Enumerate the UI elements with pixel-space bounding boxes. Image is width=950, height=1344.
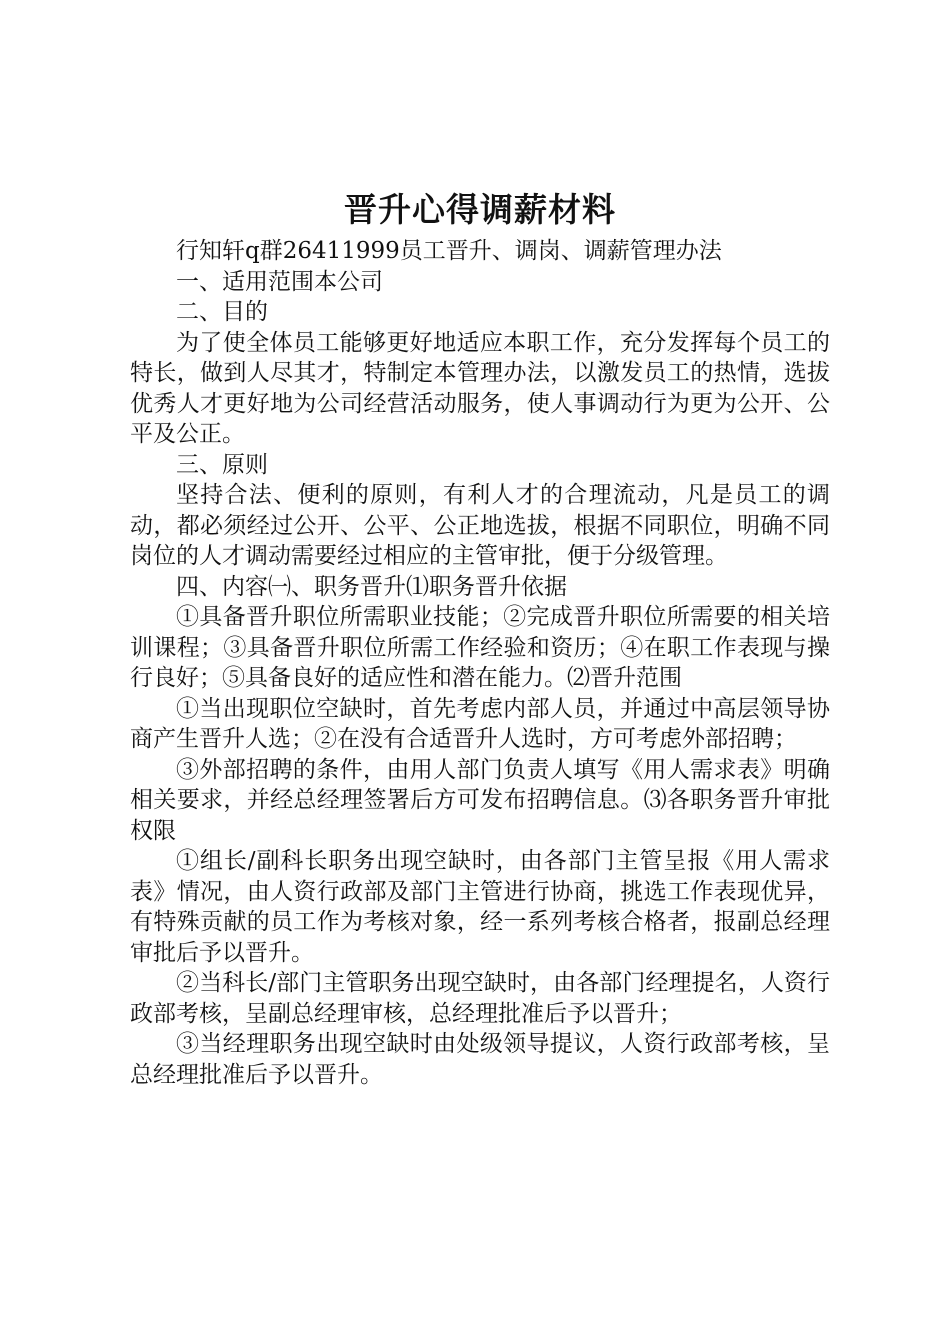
paragraph-content-heading: 四、内容㈠、职务晋升⑴职务晋升依据	[176, 573, 567, 600]
paragraph-principle-body: 坚持合法、便利的原则，有利人才的合理流动，凡是员工的调动，都必须经过公开、公平、公正地选拔，根据不同职位，明确不同岗位的人才调动需要经过相应的主管审批，便于分级管理。	[130, 482, 830, 569]
document-title: 晋升心得调薪材料	[344, 190, 616, 229]
paragraph-approval-manager: ③当经理职务出现空缺时由处级领导提议，人资行政部考核，呈总经理批准后予以晋升。	[130, 1031, 830, 1088]
paragraph-approval-team-lead: ①组长/副科长职务出现空缺时，由各部门主管呈报《用人需求表》情况，由人资行政部及部门主管进行协商，挑选工作表现优异，有特殊贡献的员工作为考核对象，经一系列考核合格者，报副总经理审批后予以晋升。	[130, 848, 830, 966]
paragraph-principle-heading: 三、原则	[176, 451, 268, 478]
paragraph-intro: 行知轩q群26411999员工晋升、调岗、调薪管理办法	[176, 238, 722, 264]
paragraph-promotion-basis: ①具备晋升职位所需职业技能；②完成晋升职位所需要的相关培训课程；③具备晋升职位所需工作经验和资历；④在职工作表现与操行良好；⑤具备良好的适应性和潜在能力。⑵晋升范围	[130, 604, 830, 691]
paragraph-purpose-body: 为了使全体员工能够更好地适应本职工作，充分发挥每个员工的特长，做到人尽其才，特制定本管理办法，以激发员工的热情，选拔优秀人才更好地为公司经营活动服务，使人事调动行为更为公开、公平及公正。	[130, 329, 830, 447]
document-page	[130, 190, 830, 1090]
paragraph-external-recruitment: ③外部招聘的条件，由用人部门负责人填写《用人需求表》明确相关要求，并经总经理签署后方可发布招聘信息。⑶各职务晋升审批权限	[130, 756, 830, 844]
paragraph-scope: 一、适用范围本公司	[176, 268, 383, 295]
paragraph-purpose-heading: 二、目的	[176, 299, 268, 325]
paragraph-approval-section-chief: ②当科长/部门主管职务出现空缺时，由各部门经理提名，人资行政部考核，呈副总经理审核，总经理批准后予以晋升；	[130, 970, 830, 1027]
paragraph-promotion-scope: ①当出现职位空缺时，首先考虑内部人员，并通过中高层领导协商产生晋升人选；②在没有合适晋升人选时，方可考虑外部招聘；	[130, 695, 830, 752]
